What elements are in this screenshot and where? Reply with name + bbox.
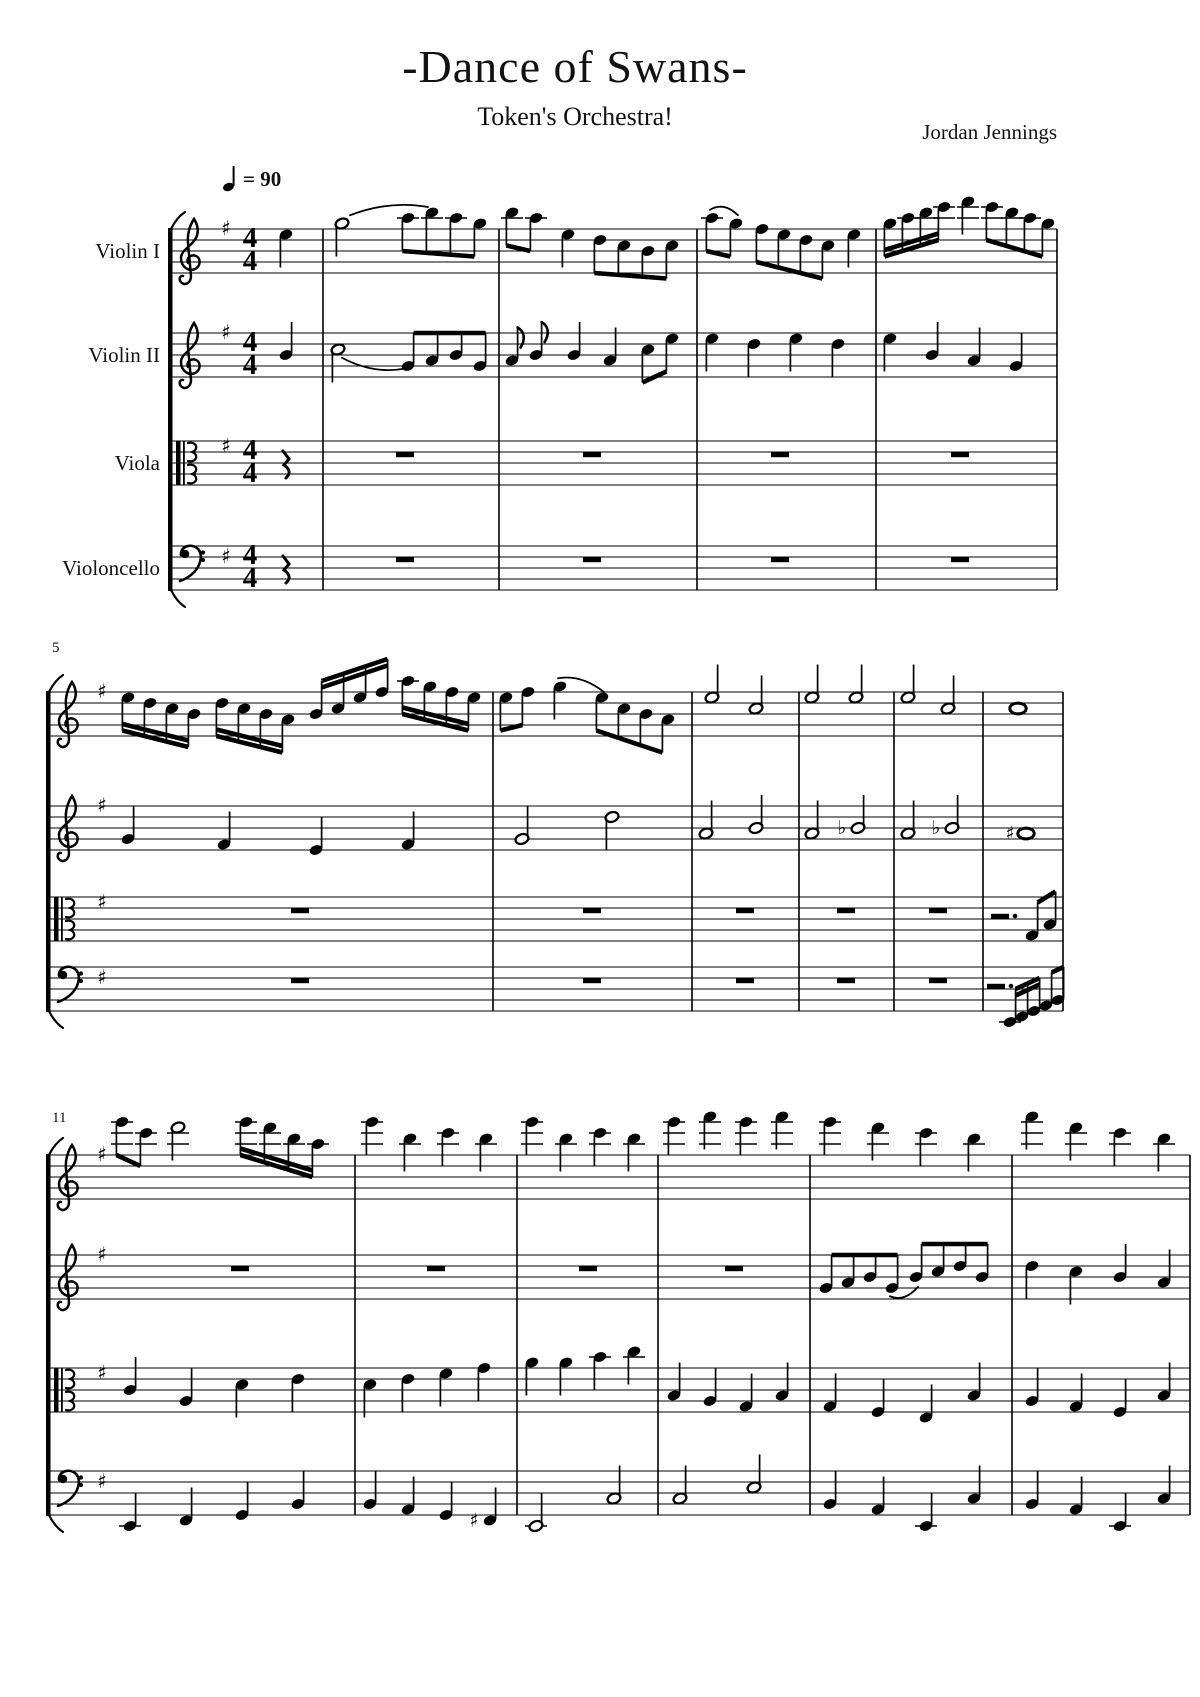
svg-text:4: 4 <box>242 245 258 277</box>
tempo-marking <box>222 163 281 193</box>
svg-text:4: 4 <box>242 326 258 358</box>
svg-text:♯: ♯ <box>469 1509 479 1532</box>
svg-text:♯: ♯ <box>221 433 231 458</box>
svg-text:♯: ♯ <box>97 679 107 703</box>
measure-number-5: 5 <box>52 640 60 656</box>
svg-text:♯: ♯ <box>1005 822 1015 845</box>
svg-text:♯: ♯ <box>221 544 231 568</box>
svg-text:♯: ♯ <box>97 793 107 817</box>
svg-text:♯: ♯ <box>221 320 231 344</box>
part-label-violin1: Violin I <box>95 239 160 263</box>
svg-text:♯: ♯ <box>97 965 107 989</box>
svg-text:4: 4 <box>242 222 258 254</box>
svg-text:4: 4 <box>242 539 258 571</box>
svg-text:♯: ♯ <box>97 1469 107 1493</box>
page-subtitle: Token's Orchestra! <box>477 102 673 131</box>
quarter-note-icon <box>222 163 237 193</box>
svg-text:4: 4 <box>242 562 258 594</box>
svg-text:♯: ♯ <box>221 216 231 240</box>
svg-text:♯: ♯ <box>97 1242 107 1266</box>
svg-text:4: 4 <box>242 434 258 466</box>
part-label-violoncello: Violoncello <box>62 556 160 580</box>
svg-text:♭: ♭ <box>931 817 941 839</box>
tempo-text: = 90 <box>243 167 282 191</box>
svg-text:4: 4 <box>242 457 258 489</box>
composer-name: Jordan Jennings <box>922 120 1057 144</box>
svg-text:♯: ♯ <box>97 1360 107 1385</box>
svg-text:♯: ♯ <box>97 1142 107 1166</box>
svg-text:♯: ♯ <box>97 889 107 914</box>
page-title: -Dance of Swans- <box>402 41 748 92</box>
svg-text:4: 4 <box>242 349 258 381</box>
part-label-violin2: Violin II <box>88 343 160 367</box>
part-label-viola: Viola <box>114 451 160 475</box>
measure-number-11: 11 <box>52 1110 67 1126</box>
svg-text:♭: ♭ <box>837 817 847 839</box>
